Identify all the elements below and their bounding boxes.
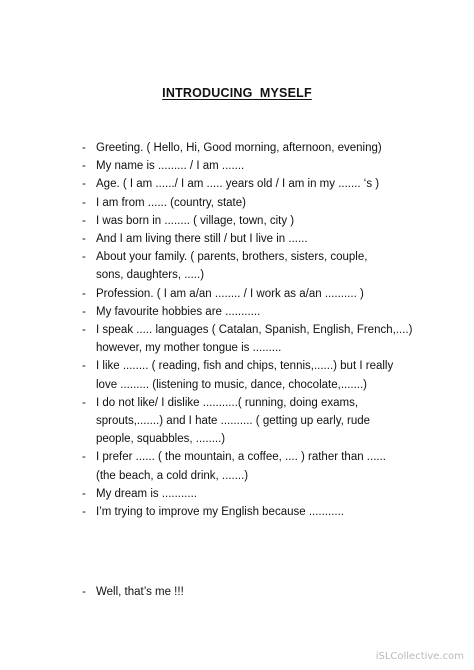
list-item-text: My name is ......... / I am ....... bbox=[96, 160, 245, 173]
list-item-text: however, my mother tongue is ......... bbox=[96, 342, 282, 355]
list-item-text: people, squabbles, ........) bbox=[96, 433, 226, 446]
bullet-dash: - bbox=[82, 360, 86, 373]
bullet-dash: - bbox=[82, 287, 86, 300]
list-item-text: love ......... (listening to music, dance, chocolate,.......) bbox=[96, 378, 368, 391]
watermark bbox=[376, 651, 464, 662]
list-item bbox=[82, 248, 412, 284]
list-item-text: I speak ..... languages ( Catalan, Spanish, English, French,....) bbox=[96, 324, 413, 337]
list-item-text: Age. ( I am ....../ I am ..... years old / I am in my ....... ‘s ) bbox=[96, 178, 380, 191]
bullet-dash: - bbox=[82, 396, 86, 409]
list-item-text: I prefer ...... ( the mountain, a coffee, .... ) rather than ...... bbox=[96, 451, 386, 464]
list-item bbox=[82, 303, 412, 321]
list-item-text: I am from ...... (country, state) bbox=[96, 196, 246, 209]
bullet-dash: - bbox=[82, 178, 86, 191]
list-item-text: (the beach, a cold drink, .......) bbox=[96, 469, 249, 482]
page-title bbox=[0, 86, 474, 100]
prompt-list bbox=[82, 139, 412, 521]
list-item bbox=[82, 357, 412, 393]
list-item bbox=[82, 175, 412, 193]
list-item-text: I’m trying to improve my English because ........... bbox=[96, 506, 344, 519]
bullet-dash: - bbox=[82, 324, 86, 337]
bullet-dash: - bbox=[82, 451, 86, 464]
bullet-dash: - bbox=[82, 160, 86, 173]
list-item-text: I do not like/ I dislike ...........( running, doing exams, bbox=[96, 396, 359, 409]
list-item bbox=[82, 194, 412, 212]
list-item-text: My dream is ........... bbox=[96, 487, 197, 500]
bullet-dash: - bbox=[82, 506, 86, 519]
list-item bbox=[82, 230, 412, 248]
bullet-dash: - bbox=[82, 586, 86, 598]
bullet-dash: - bbox=[82, 233, 86, 246]
list-item bbox=[82, 448, 412, 484]
list-item-text: I like ........ ( reading, fish and chips, tennis,......) but I really bbox=[96, 360, 394, 373]
list-item bbox=[82, 503, 412, 521]
bullet-dash: - bbox=[82, 487, 86, 500]
list-item bbox=[82, 285, 412, 303]
list-item-text: Profession. ( I am a/an ........ / I work as a/an .......... ) bbox=[96, 287, 364, 300]
list-item bbox=[82, 212, 412, 230]
bullet-dash: - bbox=[82, 196, 86, 209]
bullet-dash: - bbox=[82, 214, 86, 227]
list-item bbox=[82, 139, 412, 157]
list-item-text: And I am living there still / but I live in ...... bbox=[96, 233, 308, 246]
bullet-dash: - bbox=[82, 305, 86, 318]
list-item-text: I was born in ........ ( village, town, city ) bbox=[96, 214, 295, 227]
list-item bbox=[82, 321, 412, 357]
list-item bbox=[82, 157, 412, 175]
list-item-text: sons, daughters, .....) bbox=[96, 269, 205, 282]
watermark-text: iSLCollective.com bbox=[375, 651, 464, 662]
bullet-dash: - bbox=[82, 251, 86, 264]
closing-line bbox=[82, 583, 184, 601]
list-item-text: About your family. ( parents, brothers, sisters, couple, bbox=[96, 251, 368, 264]
list-item-text: My favourite hobbies are ........... bbox=[96, 305, 261, 318]
page-title-text: INTRODUCING MYSELF bbox=[162, 86, 312, 100]
list-item bbox=[82, 394, 412, 449]
closing-text: Well, that’s me !!! bbox=[96, 586, 184, 598]
list-item bbox=[82, 485, 412, 503]
list-item-text: Greeting. ( Hello, Hi, Good morning, afternoon, evening) bbox=[96, 142, 382, 154]
list-item-text: sprouts,.......) and I hate .......... ( getting up early, rude bbox=[96, 415, 371, 428]
bullet-dash: - bbox=[82, 142, 86, 154]
